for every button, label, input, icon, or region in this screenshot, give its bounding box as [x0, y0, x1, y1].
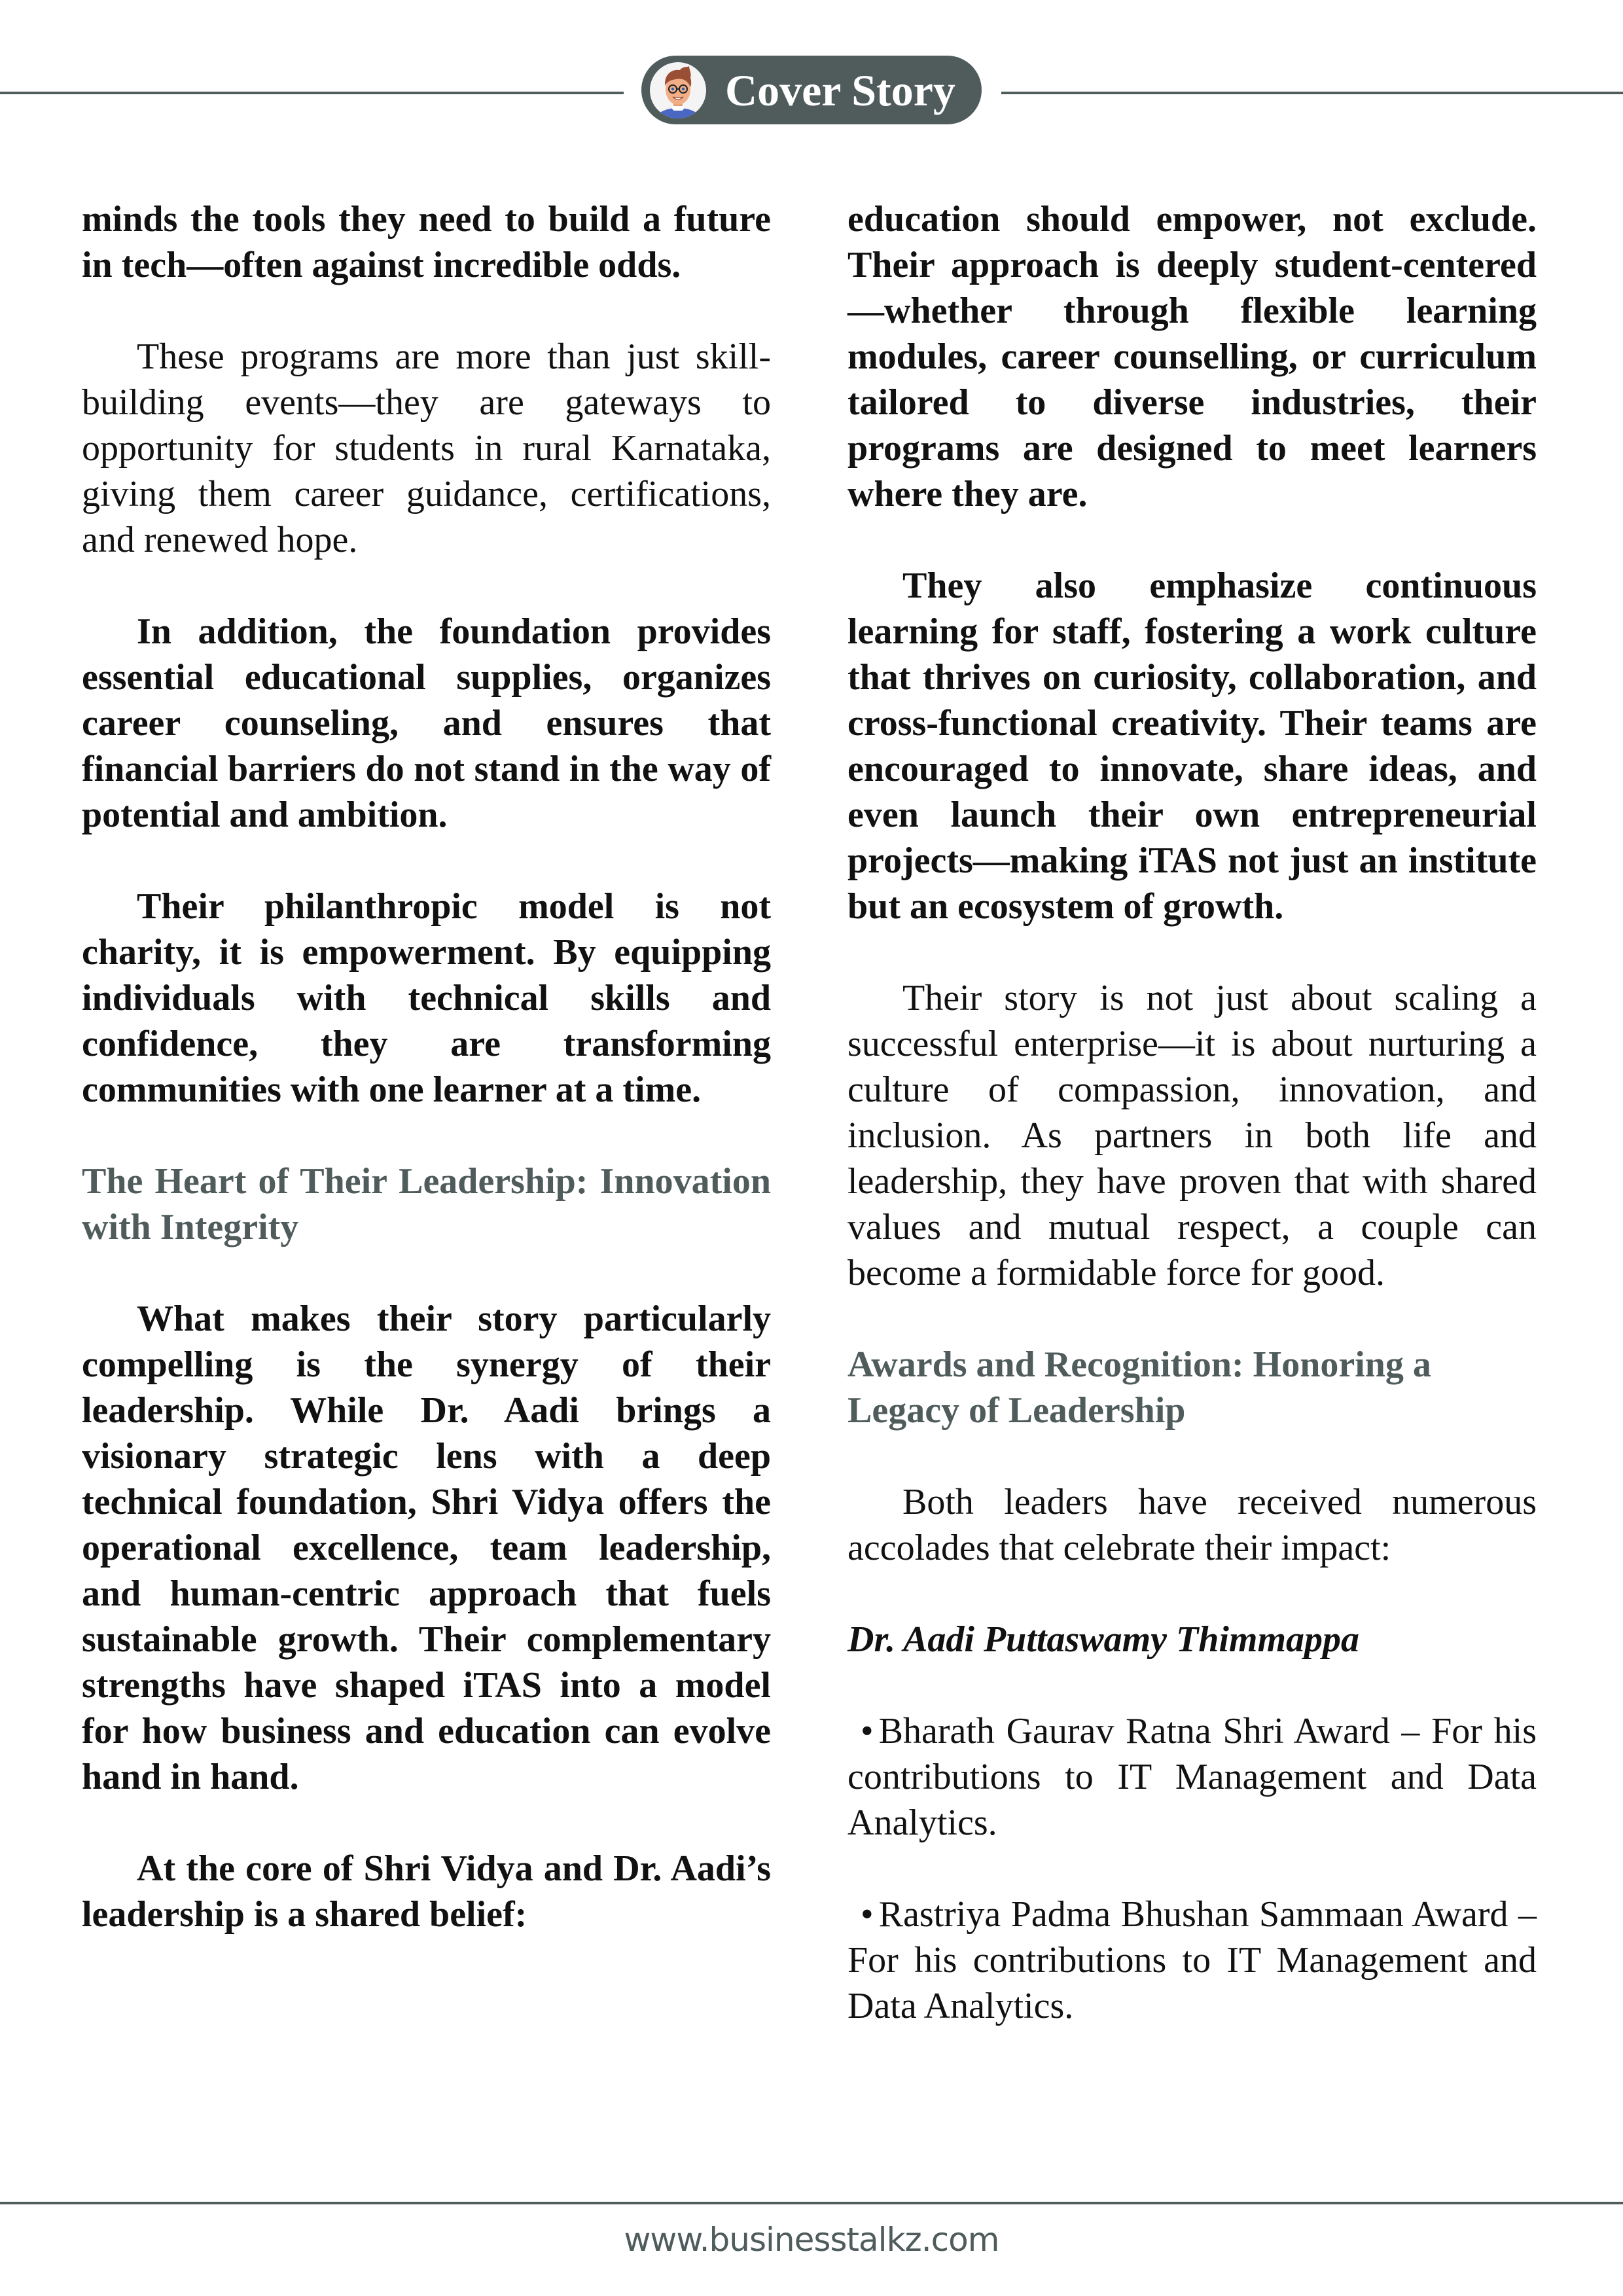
section-heading: The Heart of Their Leadership: Innovation with Integrity — [82, 1161, 771, 1247]
paragraph: These programs are more than just skill-building events—they are gateways to opportunity for students in rural Karnataka, giving them career guidance, certifications, and renewed hope. — [82, 336, 771, 560]
bullet-icon: • — [861, 1894, 874, 1935]
award-text: Bharath Gaurav Ratna Shri Award – For his contributions to IT Management and Data Analytics. — [847, 1711, 1537, 1843]
website-link[interactable]: www.businesstalkz.com — [624, 2221, 999, 2259]
bullet-icon: • — [861, 1711, 874, 1751]
award-item — [847, 1708, 1537, 1846]
avatar-icon — [650, 62, 706, 118]
award-text: Rastriya Padma Bhushan Sammaan Award – For his contributions to IT Management and Data Analytics. — [847, 1894, 1537, 2026]
section-badge — [641, 56, 982, 124]
paragraph: Their story is not just about scaling a successful enterprise—it is about nurturing a culture of compassion, innovation, and inclusion. As partners in both life and leadership, they have proven that with shared values and mutual respect, a couple can become a formidable force for good. — [847, 978, 1537, 1293]
paragraph: What makes their story particularly compelling is the synergy of their leadership. While Dr. Aadi brings a visionary strategic lens with a deep technical foundation, Shri Vidya offers the operational excellence, team leadership, and human-centric approach that fuels sustainable growth. Their complementary strengths have shaped iTAS into a model for how business and education can evolve hand in hand. — [82, 1299, 771, 1797]
header-rule-left — [0, 92, 624, 94]
paragraph: They also emphasize continuous learning for staff, fostering a work culture that thrives on curiosity, collaboration, and cross-functional creativity. Their teams are encouraged to innovate, share ideas, and even launch their own entrepreneurial projects—making iTAS not just an institute but an ecosystem of growth. — [847, 565, 1537, 927]
person-name: Dr. Aadi Puttaswamy Thimmappa — [847, 1619, 1360, 1660]
paragraph: In addition, the foundation provides essential educational supplies, organizes career counseling, and ensures that financial barriers do not stand in the way of potential and ambition. — [82, 611, 771, 835]
paragraph: education should empower, not exclude. Their approach is deeply student-centered—whether through flexible learning modules, career counselling, or curriculum tailored to diverse industries, their programs are designed to meet learners where they are. — [847, 199, 1537, 514]
footer-rule — [0, 2202, 1623, 2204]
header-rule-right — [1001, 92, 1623, 94]
paragraph: At the core of Shri Vidya and Dr. Aadi’s leadership is a shared belief: — [82, 1848, 771, 1935]
paragraph: Their philanthropic model is not charity, it is empowerment. By equipping individuals with technical skills and confidence, they are transforming communities with one learner at a time. — [82, 886, 771, 1110]
section-heading: Awards and Recognition: Honoring a Legacy of Leadership — [847, 1344, 1431, 1431]
section-label: Cover Story — [725, 65, 955, 115]
award-item — [847, 1892, 1537, 2029]
paragraph: minds the tools they need to build a future in tech—often against incredible odds. — [82, 199, 771, 285]
paragraph: Both leaders have received numerous accolades that celebrate their impact: — [847, 1482, 1537, 1568]
left-column — [82, 196, 771, 1983]
right-column — [847, 196, 1537, 2075]
